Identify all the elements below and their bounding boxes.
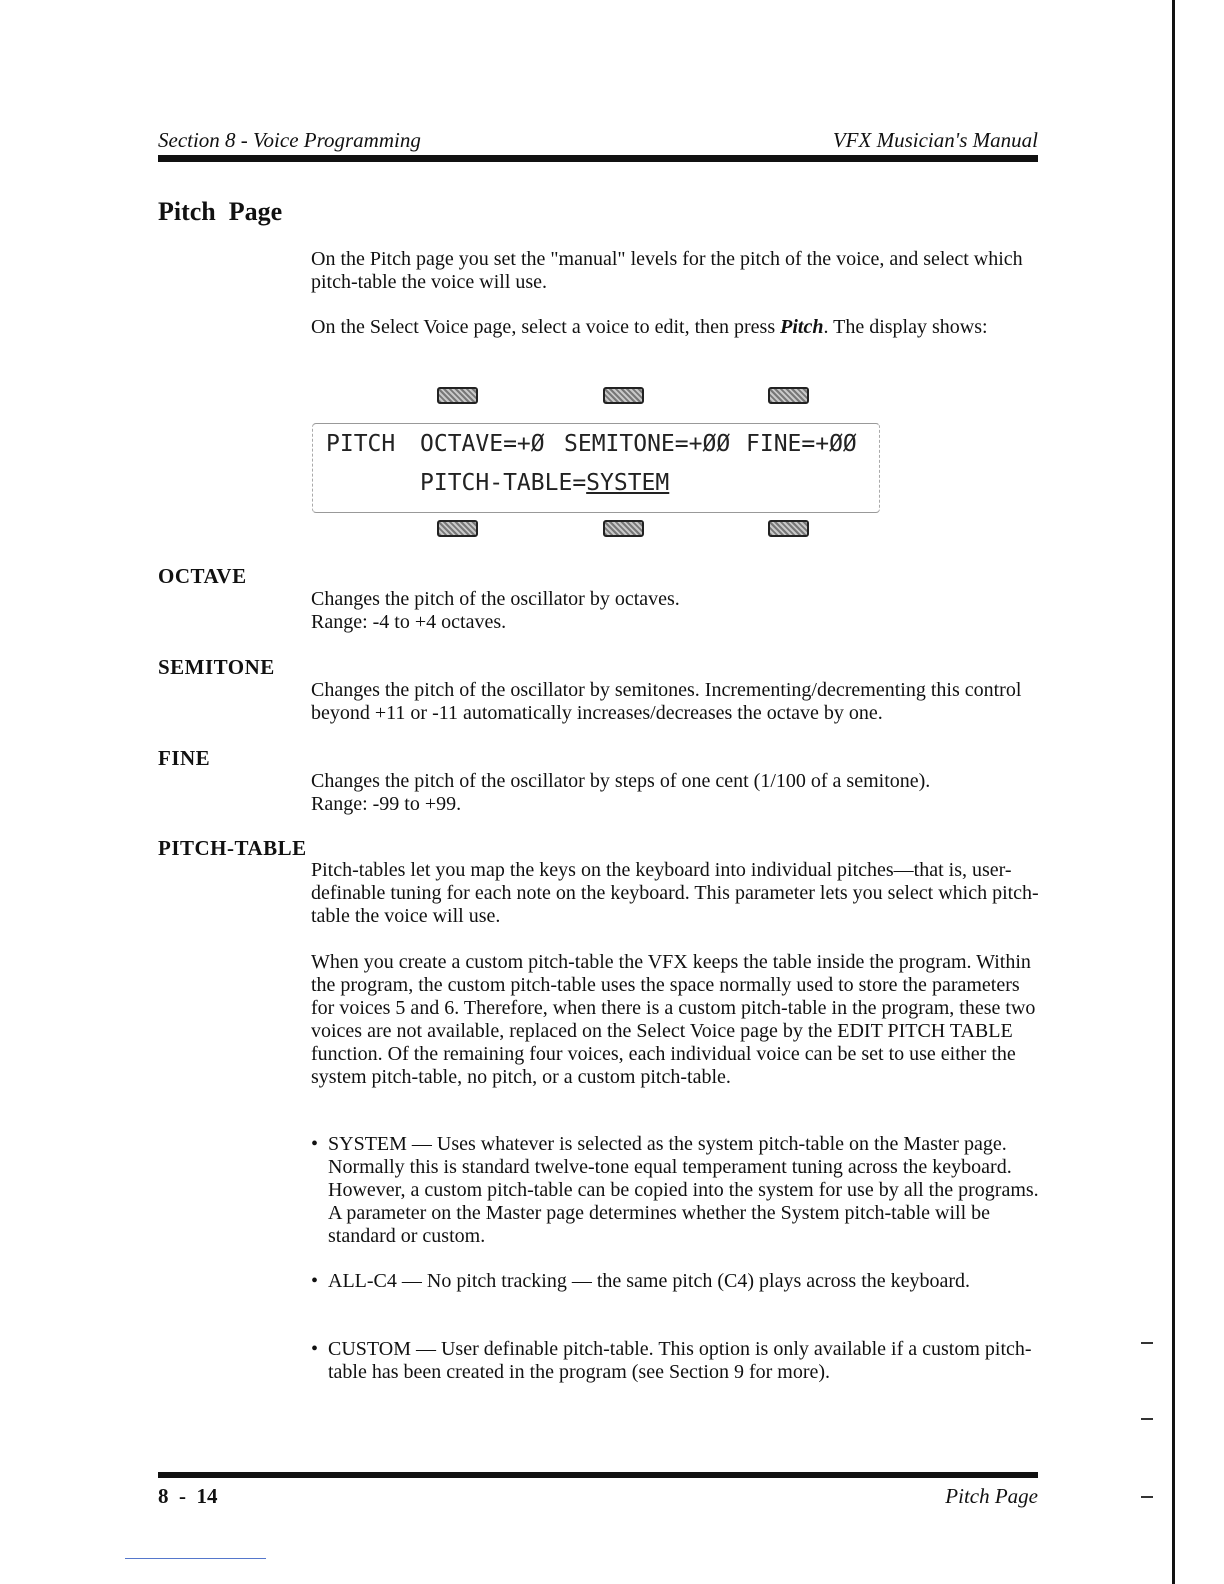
octave-description (311, 588, 1041, 634)
intro-text-2-before: On the Select Voice page, select a voice to edit, then press (311, 316, 781, 338)
lcd-pitch-label: PITCH (326, 431, 396, 457)
pitch-table-text-1: Pitch-tables let you map the keys on the keyboard into individual pitches—that is, user-definable tuning for each note on the keyboard. This parameter lets you select which pitch-table the voice will use. (311, 859, 1039, 927)
bullet-icon: • (311, 1338, 319, 1360)
intro-paragraph-2 (311, 316, 1041, 339)
page-title: Pitch Page (158, 197, 283, 226)
bullet-text: CUSTOM — User definable pitch-table. This option is only available if a custom pitch-table has been created in the program (see Section 9 for more). (328, 1338, 1032, 1383)
term-semitone: SEMITONE (158, 655, 275, 679)
pitch-table-paragraph-2 (311, 951, 1041, 1089)
lcd-pitch-table-label: PITCH-TABLE= (420, 470, 587, 496)
header-section-title: Section 8 - Voice Programming (158, 128, 421, 152)
list-item-system (311, 1133, 1041, 1248)
lcd-octave-value: OCTAVE=+Ø (420, 431, 545, 457)
fine-desc-text: Changes the pitch of the oscillator by steps of one cent (1/100 of a semitone). (311, 770, 931, 792)
term-octave: OCTAVE (158, 564, 247, 588)
soft-button-bottom-3[interactable] (768, 520, 809, 537)
lcd-semitone-value: SEMITONE=+ØØ (564, 431, 731, 457)
intro-text-2 (311, 316, 1041, 339)
lcd-pitch-table-line (420, 470, 669, 496)
octave-range-text: Range: -4 to +4 octaves. (311, 611, 507, 633)
bullet-text: SYSTEM — Uses whatever is selected as the system pitch-table on the Master page. Normally this is standard twelve-tone equal temperament tuning across the keyboard. However, a custom pitch-table can be copied into the system for use by all the programs. A parameter on the Master page determines whether the System pitch-table will be standard or custom. (328, 1133, 1039, 1247)
pitch-key-name: Pitch (780, 316, 824, 338)
list-item-custom (311, 1338, 1041, 1384)
bullet-icon: • (311, 1133, 319, 1155)
fine-description (311, 770, 1041, 816)
soft-button-top-3[interactable] (768, 387, 809, 404)
intro-text-2-after: . The display shows: (823, 316, 988, 338)
soft-button-bottom-2[interactable] (603, 520, 644, 537)
list-item-all-c4 (311, 1270, 1041, 1293)
header-rule (158, 155, 1038, 162)
intro-text-1: On the Pitch page you set the "manual" levels for the pitch of the voice, and select which pitch-table the voice will use. (311, 248, 1023, 293)
footer-rule (158, 1472, 1038, 1478)
margin-tick (1141, 1418, 1153, 1420)
soft-button-bottom-1[interactable] (437, 520, 478, 537)
bullet-text: ALL-C4 — No pitch tracking — the same pitch (C4) plays across the keyboard. (328, 1270, 971, 1292)
octave-desc-text: Changes the pitch of the oscillator by octaves. (311, 588, 680, 610)
scan-artifact-line (125, 1558, 266, 1559)
lcd-fine-value: FINE=+ØØ (746, 431, 857, 457)
term-pitch-table: PITCH-TABLE (158, 836, 307, 860)
lcd-pitch-table-value: SYSTEM (586, 470, 670, 496)
binding-edge-line (1172, 0, 1175, 1584)
fine-range-text: Range: -99 to +99. (311, 793, 462, 815)
header-manual-title: VFX Musician's Manual (832, 128, 1038, 152)
pitch-table-paragraph-1 (311, 859, 1041, 928)
pitch-table-text-2: When you create a custom pitch-table the VFX keeps the table inside the program. Within the program, the custom pitch-table uses the space normally used to store the parameters for voices 5 and 6. Therefore, when there is a custom pitch-table in the program, these two voices are not available, replaced on the Select Voice page by the EDIT PITCH TABLE function. Of the remaining four voices, each individual voice can be set to use either the system pitch-table, no pitch, or a custom pitch-table. (311, 951, 1036, 1088)
soft-button-top-1[interactable] (437, 387, 478, 404)
soft-button-top-2[interactable] (603, 387, 644, 404)
margin-tick (1141, 1342, 1153, 1344)
semitone-description (311, 679, 1041, 725)
footer-page-name: Pitch Page (945, 1484, 1038, 1508)
margin-tick (1141, 1496, 1153, 1498)
term-fine: FINE (158, 746, 211, 770)
intro-paragraph-1 (311, 248, 1041, 294)
page-number: 8 - 14 (158, 1484, 218, 1508)
semitone-desc-text: Changes the pitch of the oscillator by semitones. Incrementing/decrementing this control beyond +11 or -11 automatically increases/decreases the octave by one. (311, 679, 1022, 724)
bullet-icon: • (311, 1270, 319, 1292)
